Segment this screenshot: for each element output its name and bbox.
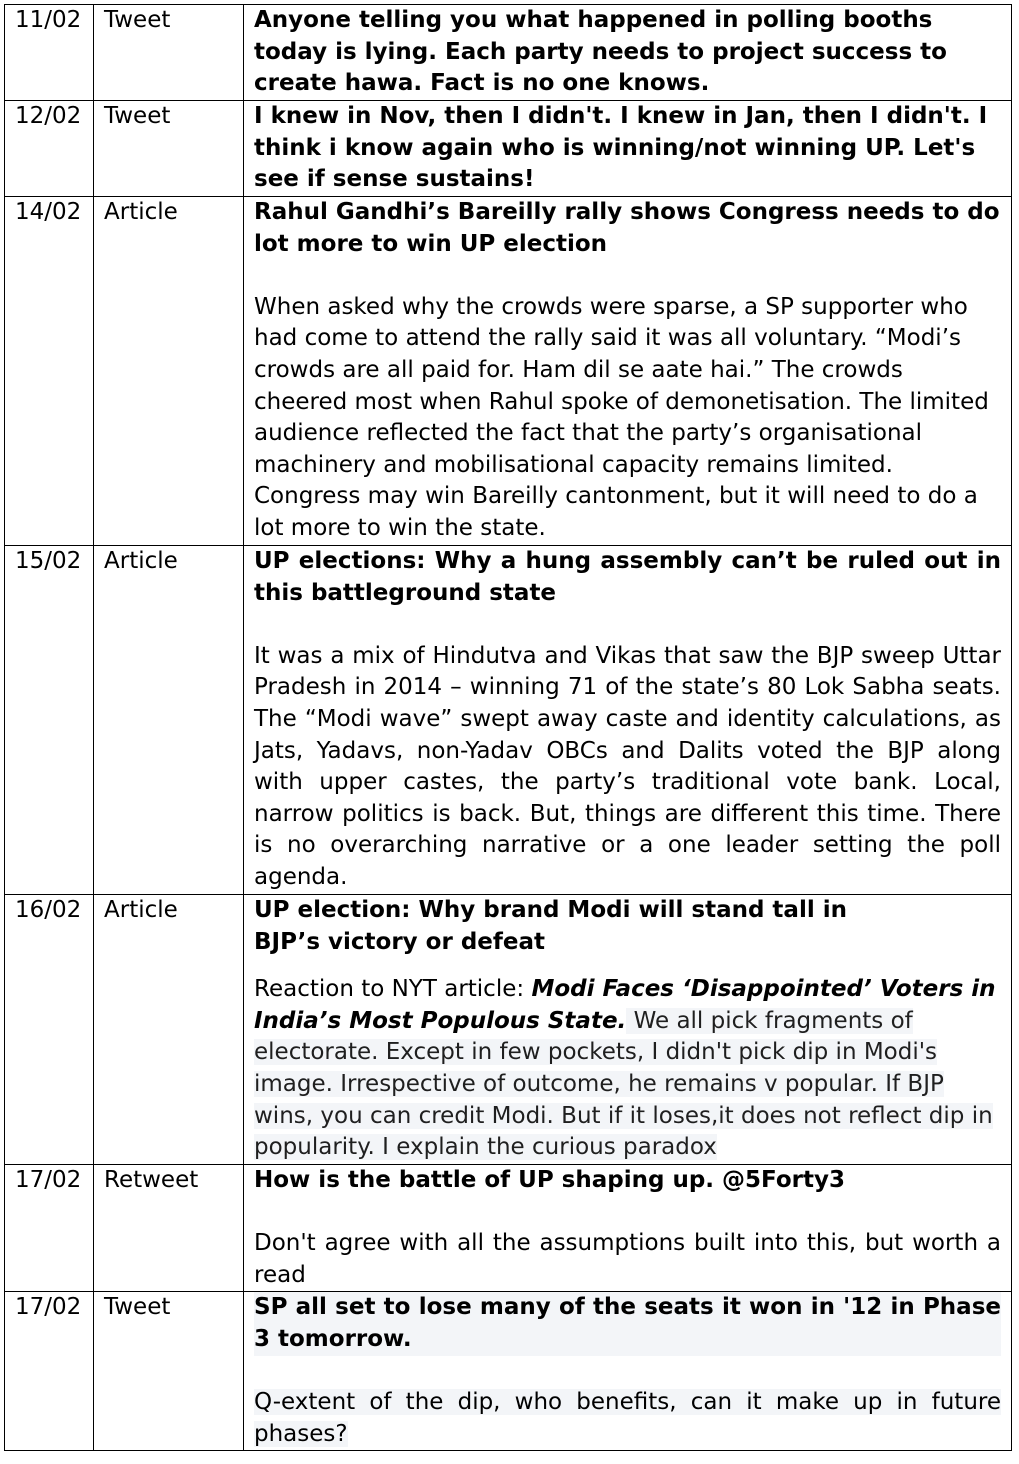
type-cell: Article <box>94 546 244 895</box>
type-cell: Article <box>94 197 244 546</box>
date-cell: 16/02 <box>5 895 94 1165</box>
tweet-text: I knew in Nov, then I didn't. I knew in Jan, then I didn't. I think i know again who is winning/not winning UP. Let's see if sense sustains! <box>254 103 988 193</box>
table-row <box>5 197 1012 546</box>
date-cell: 11/02 <box>5 5 94 101</box>
content-cell <box>244 197 1012 546</box>
reaction-text: We all pick fragments of electorate. Except in few pockets, I didn't pick dip in Modi's image. Irrespective of outcome, he remains v popular. If BJP wins, you can credit Modi. But if it loses,it does not reflect dip in popularity. I explain the curious paradox <box>254 1007 993 1161</box>
date-cell: 17/02 <box>5 1165 94 1292</box>
tweet-text: Anyone telling you what happened in polling booths today is lying. Each party needs to project success to create hawa. Fact is no one knows. <box>254 7 947 97</box>
nyt-article-title: Modi Faces ‘Disappointed’ Voters in India’s Most Populous State. <box>254 976 996 1034</box>
type-cell: Tweet <box>94 5 244 101</box>
table-row <box>5 101 1012 197</box>
type-cell: Tweet <box>94 1292 244 1451</box>
content-cell <box>244 101 1012 197</box>
content-cell <box>244 1165 1012 1292</box>
article-headline-line1: UP election: Why brand Modi will stand tall in <box>254 897 847 923</box>
article-headline-line2: BJP’s victory or defeat <box>254 928 546 955</box>
table-row <box>5 546 1012 895</box>
article-headline: Rahul Gandhi’s Bareilly rally shows Congress needs to do lot more to win UP election <box>254 199 1000 257</box>
content-cell <box>244 546 1012 895</box>
tweet-text: SP all set to lose many of the seats it won in '12 in Phase 3 tomorrow. <box>254 1292 1001 1355</box>
date-cell: 15/02 <box>5 546 94 895</box>
type-cell: Article <box>94 895 244 1165</box>
table-row <box>5 895 1012 1165</box>
retweet-headline: How is the battle of UP shaping up. @5Forty3 <box>254 1167 845 1193</box>
retweet-comment: Don't agree with all the assumptions built into this, but worth a read <box>254 1230 1001 1288</box>
tweet-comment: Q-extent of the dip, who benefits, can it make up in future phases? <box>254 1389 1001 1447</box>
reaction-prefix: Reaction to NYT article: <box>254 976 532 1003</box>
content-cell <box>244 1292 1012 1451</box>
table-row <box>5 5 1012 101</box>
article-headline: UP elections: Why a hung assembly can’t be ruled out in this battleground state <box>254 548 1001 606</box>
table-row <box>5 1292 1012 1451</box>
timeline-table <box>4 4 1012 1451</box>
date-cell: 17/02 <box>5 1292 94 1451</box>
type-cell: Tweet <box>94 101 244 197</box>
date-cell: 14/02 <box>5 197 94 546</box>
content-cell <box>244 5 1012 101</box>
article-excerpt: When asked why the crowds were sparse, a SP supporter who had come to attend the rally said it was all voluntary. “Modi’s crowds are all paid for. Ham dil se aate hai.” The crowds cheered most when Rahul spoke of demonetisation. The limited audience reflected the fact that the party’s organisational machinery and mobilisational capacity remains limited. Congress may win Bareilly cantonment, but it will need to do a lot more to win the state. <box>254 293 989 541</box>
article-reaction <box>254 974 1001 1164</box>
table-row <box>5 1165 1012 1292</box>
type-cell: Retweet <box>94 1165 244 1292</box>
date-cell: 12/02 <box>5 101 94 197</box>
article-excerpt: It was a mix of Hindutva and Vikas that saw the BJP sweep Uttar Pradesh in 2014 – winning 71 of the state’s 80 Lok Sabha seats. The “Modi wave” swept away caste and identity calculations, as Jats, Yadavs, non-Yadav OBCs and Dalits voted the BJP along with upper castes, the party’s traditional vote bank. Local, narrow politics is back. But, things are different this time. There is no overarching narrative or a one leader setting the poll agenda. <box>254 642 1001 890</box>
content-cell <box>244 895 1012 1165</box>
